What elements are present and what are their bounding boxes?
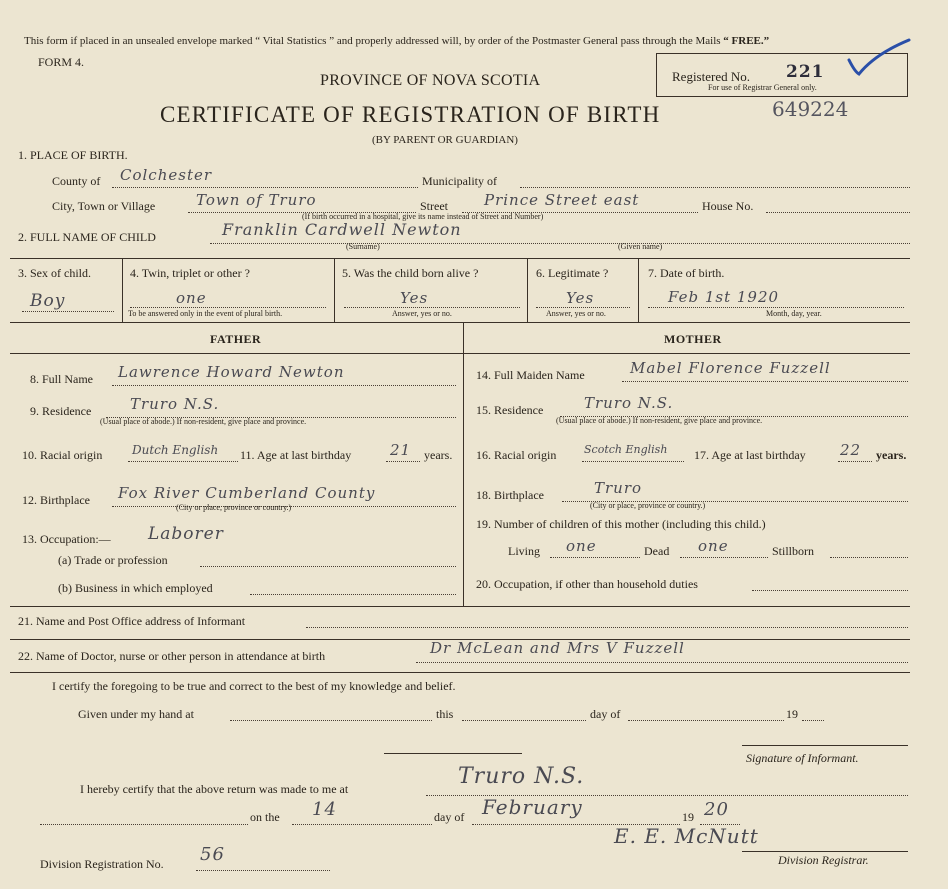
legitimate-note: Answer, yes or no. <box>546 309 606 318</box>
mother-residence-label: 15. Residence <box>476 403 544 417</box>
registrar-year-prefix: 19 <box>682 810 694 824</box>
mother-age-value: 22 <box>840 441 862 459</box>
child-name-label: 2. FULL NAME OF CHILD <box>18 230 156 244</box>
father-occupation-label: 13. Occupation:— <box>22 532 111 546</box>
mother-birthplace-value: Truro <box>594 479 643 497</box>
father-heading: FATHER <box>210 332 262 346</box>
doctor-value: Dr McLean and Mrs V Fuzzell <box>430 639 685 657</box>
living-label: Living <box>508 544 540 558</box>
on-the-label: on the <box>250 810 280 824</box>
street-label: Street <box>420 199 448 213</box>
registrar-signature: E. E. McNutt <box>614 824 759 848</box>
registered-number: 221 <box>786 62 825 82</box>
this-label: this <box>436 707 454 721</box>
mother-name-value: Mabel Florence Fuzzell <box>630 359 831 377</box>
county-label: County of <box>52 174 101 188</box>
mail-notice <box>24 36 769 47</box>
year-value: 20 <box>704 799 729 820</box>
father-age-value: 21 <box>390 441 412 459</box>
dead-value: one <box>698 537 729 555</box>
return-place-value: Truro N.S. <box>458 764 585 789</box>
dead-label: Dead <box>644 544 670 558</box>
mail-notice-free: “ FREE.” <box>723 35 770 47</box>
father-racial-label: 10. Racial origin <box>22 448 103 462</box>
alive-label: 5. Was the child born alive ? <box>342 266 479 280</box>
municipality-label: Municipality of <box>422 174 497 188</box>
father-age-label: 11. Age at last birthday <box>240 448 352 462</box>
registered-label: Registered No. <box>672 69 750 84</box>
living-value: one <box>566 537 597 555</box>
day-of-label: day of <box>590 707 621 721</box>
city-value: Town of Truro <box>196 191 317 209</box>
return-made-label: I hereby certify that the above return was made to me at <box>80 782 349 796</box>
day-value: 14 <box>312 799 337 820</box>
doctor-label: 22. Name of Doctor, nurse or other person in attendance at birth <box>18 649 326 663</box>
hospital-note: (If birth occurred in a hospital, give its name instead of Street and Number) <box>302 212 544 221</box>
twin-note: To be answered only in the event of plural birth. <box>128 309 283 318</box>
city-label: City, Town or Village <box>52 199 156 213</box>
mother-birthplace-label: 18. Birthplace <box>476 488 544 502</box>
twin-label: 4. Twin, triplet or other ? <box>130 266 250 280</box>
mother-age-label: 17. Age at last birthday <box>694 448 806 462</box>
father-name-label: 8. Full Name <box>30 372 93 386</box>
checkmark-icon <box>845 38 915 78</box>
given-name-note: (Given name) <box>618 242 663 251</box>
year-prefix: 19 <box>786 707 798 721</box>
father-racial-value: Dutch English <box>132 443 219 457</box>
dob-value: Feb 1st 1920 <box>668 288 780 306</box>
surname-note: (Surname) <box>346 242 380 251</box>
alive-value: Yes <box>400 289 429 307</box>
twin-value: one <box>176 289 207 307</box>
informant-label: 21. Name and Post Office address of Informant <box>18 614 246 628</box>
county-value: Colchester <box>120 166 213 184</box>
registrar-use-note: For use of Registrar General only. <box>708 83 817 92</box>
mother-racial-label: 16. Racial origin <box>476 448 557 462</box>
father-residence-note: (Usual place of abode.) If non-resident, give place and province. <box>100 417 307 426</box>
house-label: House No. <box>702 199 754 213</box>
certificate-title: CERTIFICATE OF REGISTRATION OF BIRTH <box>160 102 661 127</box>
division-registrar-label: Division Registrar. <box>778 853 869 867</box>
father-birthplace-label: 12. Birthplace <box>22 493 90 507</box>
father-residence-value: Truro N.S. <box>130 395 220 413</box>
mail-notice-text: This form if placed in an unsealed envelope marked “ Vital Statistics ” and properly addressed will, by order of the Postmaster General pass through the Mails <box>24 35 721 47</box>
dob-label: 7. Date of birth. <box>648 266 725 280</box>
informant-signature-label: Signature of Informant. <box>746 751 859 765</box>
mother-birthplace-note: (City or place, province or country.) <box>590 501 706 510</box>
registrar-day-of-label: day of <box>434 810 465 824</box>
mother-heading: MOTHER <box>664 332 722 346</box>
sex-value: Boy <box>30 291 66 311</box>
child-name-value: Franklin Cardwell Newton <box>222 220 462 239</box>
dob-note: Month, day, year. <box>766 309 822 318</box>
sex-label: 3. Sex of child. <box>18 266 91 280</box>
father-occupation-value: Laborer <box>148 524 224 544</box>
father-birthplace-value: Fox River Cumberland County <box>118 484 376 502</box>
street-value: Prince Street east <box>484 191 640 209</box>
father-age-unit: years. <box>424 448 453 462</box>
division-reg-value: 56 <box>200 844 225 865</box>
mother-racial-value: Scotch English <box>584 443 668 456</box>
place-heading: 1. PLACE OF BIRTH. <box>18 148 128 162</box>
mother-age-unit: years. <box>876 448 907 462</box>
legitimate-value: Yes <box>566 289 595 307</box>
stamp-number: 649224 <box>772 97 849 121</box>
children-count-label: 19. Number of children of this mother (including this child.) <box>476 517 766 531</box>
certify-statement: I certify the foregoing to be true and correct to the best of my knowledge and belief. <box>52 679 456 693</box>
form-number: FORM 4. <box>38 55 85 69</box>
province-heading: PROVINCE OF NOVA SCOTIA <box>320 72 541 89</box>
given-under-hand-label: Given under my hand at <box>78 707 194 721</box>
certificate-subtitle: (BY PARENT OR GUARDIAN) <box>372 134 518 146</box>
mother-residence-note: (Usual place of abode.) If non-resident, give place and province. <box>556 416 763 425</box>
mother-occupation-label: 20. Occupation, if other than household duties <box>476 577 698 591</box>
business-label: (b) Business in which employed <box>58 581 213 595</box>
legitimate-label: 6. Legitimate ? <box>536 266 609 280</box>
alive-note: Answer, yes or no. <box>392 309 452 318</box>
father-name-value: Lawrence Howard Newton <box>118 363 345 381</box>
trade-label: (a) Trade or profession <box>58 553 168 567</box>
father-birthplace-note: (City or place, province or country.) <box>176 503 292 512</box>
mother-name-label: 14. Full Maiden Name <box>476 368 585 382</box>
mother-residence-value: Truro N.S. <box>584 394 674 412</box>
stillborn-label: Stillborn <box>772 544 815 558</box>
division-reg-label: Division Registration No. <box>40 857 164 871</box>
father-residence-label: 9. Residence <box>30 404 92 418</box>
month-value: February <box>482 795 583 819</box>
